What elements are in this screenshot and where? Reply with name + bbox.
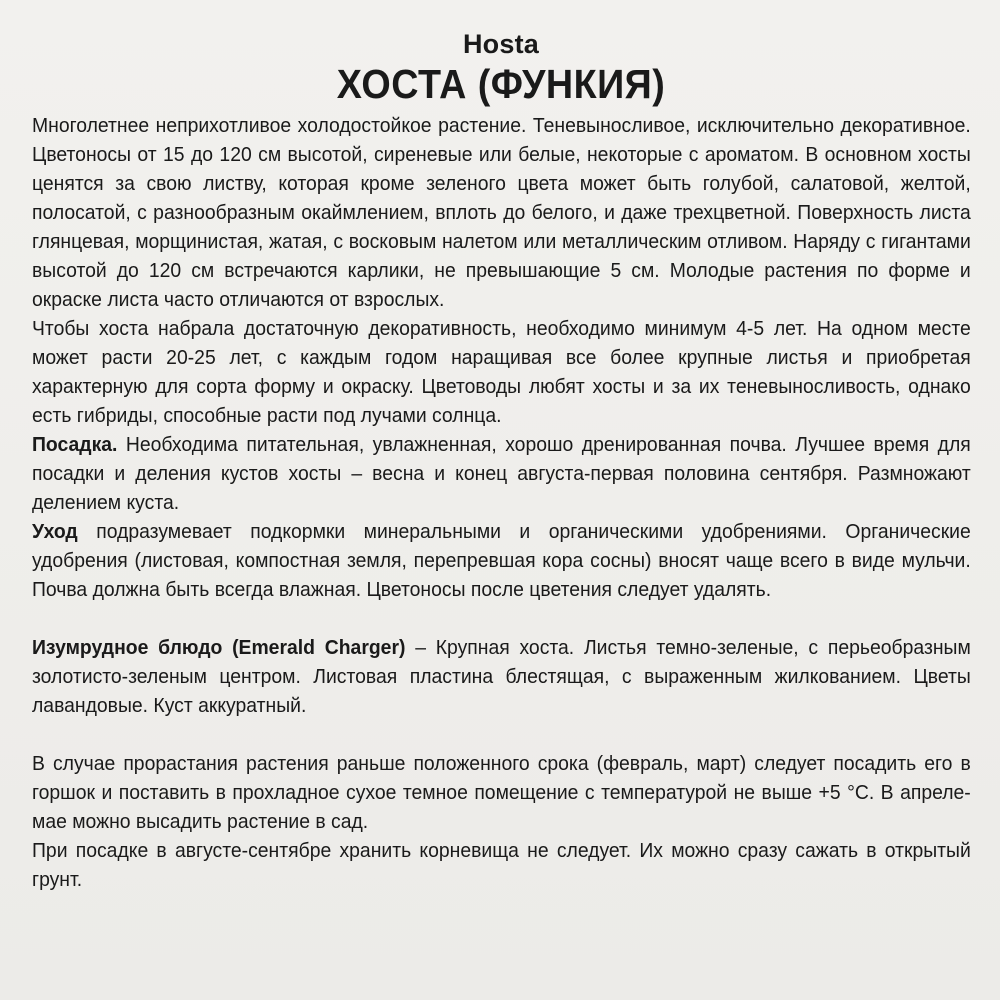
latin-name: Hosta: [462, 29, 539, 59]
page-title: ХОСТА (ФУНКИЯ): [336, 61, 666, 107]
planting-label: Посадка.: [32, 434, 118, 456]
care-text: подразумевает подкормки минеральными и органическими удобрениями. Органические удобрения (листовая, компостная земля, перепревшая кора сосны) вносят чаще всего в виде мульчи. Почва должна быть всегда влажная. Цветоносы после цветения следует удалять.: [32, 521, 971, 601]
planting-paragraph: [32, 431, 971, 518]
decorativeness-paragraph: Чтобы хоста набрала достаточную декоративность, необходимо минимум 4-5 лет. На одном месте может расти 20-25 лет, с каждым годом наращивая все более крупные листья и приобретая характерную для сорта форму и окраску. Цветоводы любят хосты и за их теневыносливость, однако есть гибриды, способные расти под лучами солнца.: [32, 318, 971, 427]
intro-paragraph: Многолетнее неприхотливое холодостойкое растение. Теневыносливое, исключительно декоративное. Цветоносы от 15 до 120 см высотой, сиреневые или белые, некоторые с ароматом. В основном хосты ценятся за свою листву, которая кроме зеленого цвета может быть голубой, салатовой, желтой, полосатой, с разнообразным окаймлением, вплоть до белого, и даже трехцветной. Поверхность листа глянцевая, морщинистая, жатая, с восковым налетом или металлическим отливом. Наряду с гигантами высотой до 120 см встречаются карлики, не превышающие 5 см. Молодые растения по форме и окраске листа часто отличаются от взрослых.: [32, 115, 971, 311]
spacer: [32, 721, 970, 750]
variety-text: – Крупная хоста. Листья темно-зеленые, с перьеобразным золотисто-зеленым центром. Листовая пластина блестящая, с выраженным жилкованием. Цветы лавандовые. Куст аккуратный.: [32, 637, 971, 717]
care-label: Уход: [32, 521, 78, 543]
variety-name: Изумрудное блюдо (Emerald Charger): [32, 637, 406, 659]
care-paragraph: [32, 518, 971, 605]
planting-text: Необходима питательная, увлажненная, хорошо дренированная почва. Лучшее время для посадки и деления кустов хосты – весна и конец августа-первая половина сентября. Размножают делением куста.: [32, 434, 971, 514]
autumn-planting-paragraph: При посадке в августе-сентябре хранить корневища не следует. Их можно сразу сажать в открытый грунт.: [32, 840, 971, 891]
variety-paragraph: [32, 634, 971, 721]
early-sprouting-paragraph: В случае прорастания растения раньше положенного срока (февраль, март) следует посадить его в горшок и поставить в прохладное сухое темное помещение с температурой не выше +5 °С. В апреле-мае можно высадить растение в сад.: [32, 753, 971, 833]
spacer: [32, 605, 970, 634]
